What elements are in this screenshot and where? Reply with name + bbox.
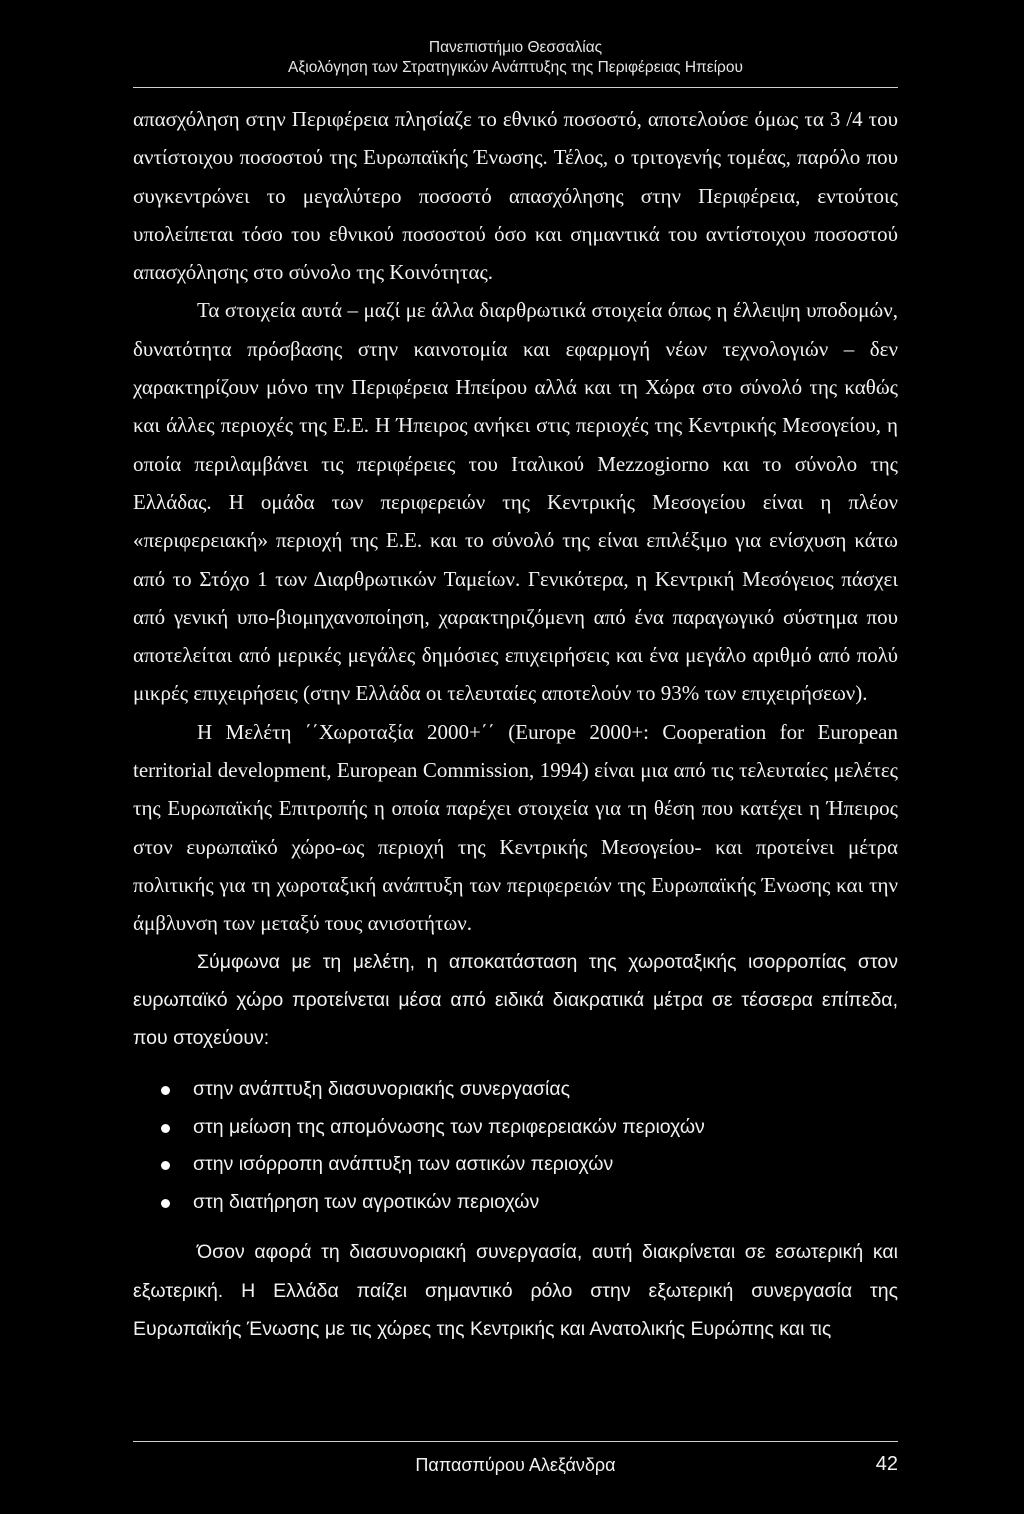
- footer-author: Παπασπύρου Αλεξάνδρα: [415, 1455, 616, 1475]
- document-body: [133, 100, 898, 1348]
- header-title: Αξιολόγηση των Στρατηγικών Ανάπτυξης της Περιφέρειας Ηπείρου: [288, 59, 743, 76]
- paragraph-1: απασχόληση στην Περιφέρεια πλησίαζε το εθνικό ποσοστό, αποτελούσε όμως τα 3 /4 του αντίστοιχου ποσοστού της Ευρωπαϊκής Ένωσης. Τέλος, ο τριτογενής τομέας, παρόλο που συγκεντρώνει το μεγαλύτερο ποσοστό απασχόλησης στην Περιφέρεια, εντούτοις υπολείπεται τόσο του εθνικού ποσοστού όσο και σημαντικά του αντίστοιχου ποσοστού απασχόλησης στο σύνολο της Κοινότητας.: [133, 107, 898, 285]
- list-item: [133, 1184, 898, 1222]
- list-item-text: στην ανάπτυξη διασυνοριακής συνεργασίας: [193, 1078, 571, 1101]
- paragraph-2: Τα στοιχεία αυτά – μαζί με άλλα διαρθρωτικά στοιχεία όπως η έλλειψη υποδομών, δυνατότητα πρόσβασης στην καινοτομία και εφαρμογή νέων τεχνολογιών – δεν χαρακτηρίζουν μόνο την Περιφέρεια Ηπείρου αλλά και τη Χώρα στο σύνολό της καθώς και άλλες περιοχές της Ε.Ε. Η Ήπειρος ανήκει στις περιοχές της Κεντρικής Μεσογείου, η οποία περιλαμβάνει τις περιφέρειες του Ιταλικού Mezzogiorno και το σύνολο της Ελλάδας. Η ομάδα των περιφερειών της Κεντρικής Μεσογείου είναι η πλέον «περιφερειακή» περιοχή της Ε.Ε. και το σύνολό της είναι επιλέξιμο για ενίσχυση κάτω από το Στόχο 1 των Διαρθρωτικών Ταμείων. Γενικότερα, η Κεντρική Μεσόγειος πάσχει από γενική υπο-βιομηχανοποίηση, χαρακτηριζόμενη από ένα παραγωγικό σύστημα που αποτελείται από μερικές μεγάλες δημόσιες επιχειρήσεις και ένα μεγάλο αριθμό από πολύ μικρές επιχειρήσεις (στην Ελλάδα οι τελευταίες αποτελούν το 93% των επιχειρήσεων).: [133, 298, 898, 706]
- bullet-icon: [161, 1124, 170, 1133]
- list-item: [133, 1109, 898, 1147]
- bullet-list: [133, 1071, 898, 1221]
- page-header: [133, 38, 898, 78]
- bullet-icon: [161, 1086, 170, 1095]
- list-item-text: στη διατήρηση των αγροτικών περιοχών: [193, 1190, 540, 1213]
- bullet-icon: [161, 1161, 170, 1170]
- list-item-text: στη μείωση της απομόνωσης των περιφερειακών περιοχών: [193, 1115, 705, 1138]
- header-divider: [133, 87, 898, 88]
- paragraph-5: Όσον αφορά τη διασυνοριακή συνεργασία, αυτή διακρίνεται σε εσωτερική και εξωτερική. Η Ελλάδα παίζει σημαντικό ρόλο στην εξωτερική συνεργασία της Ευρωπαϊκής Ένωσης με τις χώρες της Κεντρικής και Ανατολικής Ευρώπης και τις: [133, 1241, 898, 1341]
- list-item: [133, 1146, 898, 1184]
- page-number: 42: [875, 1453, 898, 1475]
- list-item: [133, 1071, 898, 1109]
- footer-divider: [133, 1441, 898, 1442]
- list-item-text: στην ισόρροπη ανάπτυξη των αστικών περιοχών: [193, 1153, 614, 1176]
- paragraph-3: Η Μελέτη ΄΄Χωροταξία 2000+΄΄ (Europe 2000+: Cooperation for European territorial development, European Commission, 1994) είναι μια από τις τελευταίες μελέτες της Ευρωπαϊκής Επιτροπής η οποία παρέχει στοιχεία για τη θέση που κατέχει η Ήπειρος στον ευρωπαϊκό χώρο-ως περιοχή της Κεντρικής Μεσογείου- και προτείνει μέτρα πολιτικής για τη χωροταξική ανάπτυξη των περιφερειών της Ευρωπαϊκής Ένωσης και την άμβλυνση των μεταξύ τους ανισοτήτων.: [133, 719, 898, 936]
- paragraph-4: Σύμφωνα με τη μελέτη, η αποκατάσταση της χωροταξικής ισορροπίας στον ευρωπαϊκό χώρο προτείνεται μέσα από ειδικά διακρατικά μέτρα σε τέσσερα επίπεδα, που στοχεύουν:: [133, 950, 898, 1050]
- bullet-icon: [161, 1199, 170, 1208]
- header-university: Πανεπιστήμιο Θεσσαλίας: [428, 39, 603, 56]
